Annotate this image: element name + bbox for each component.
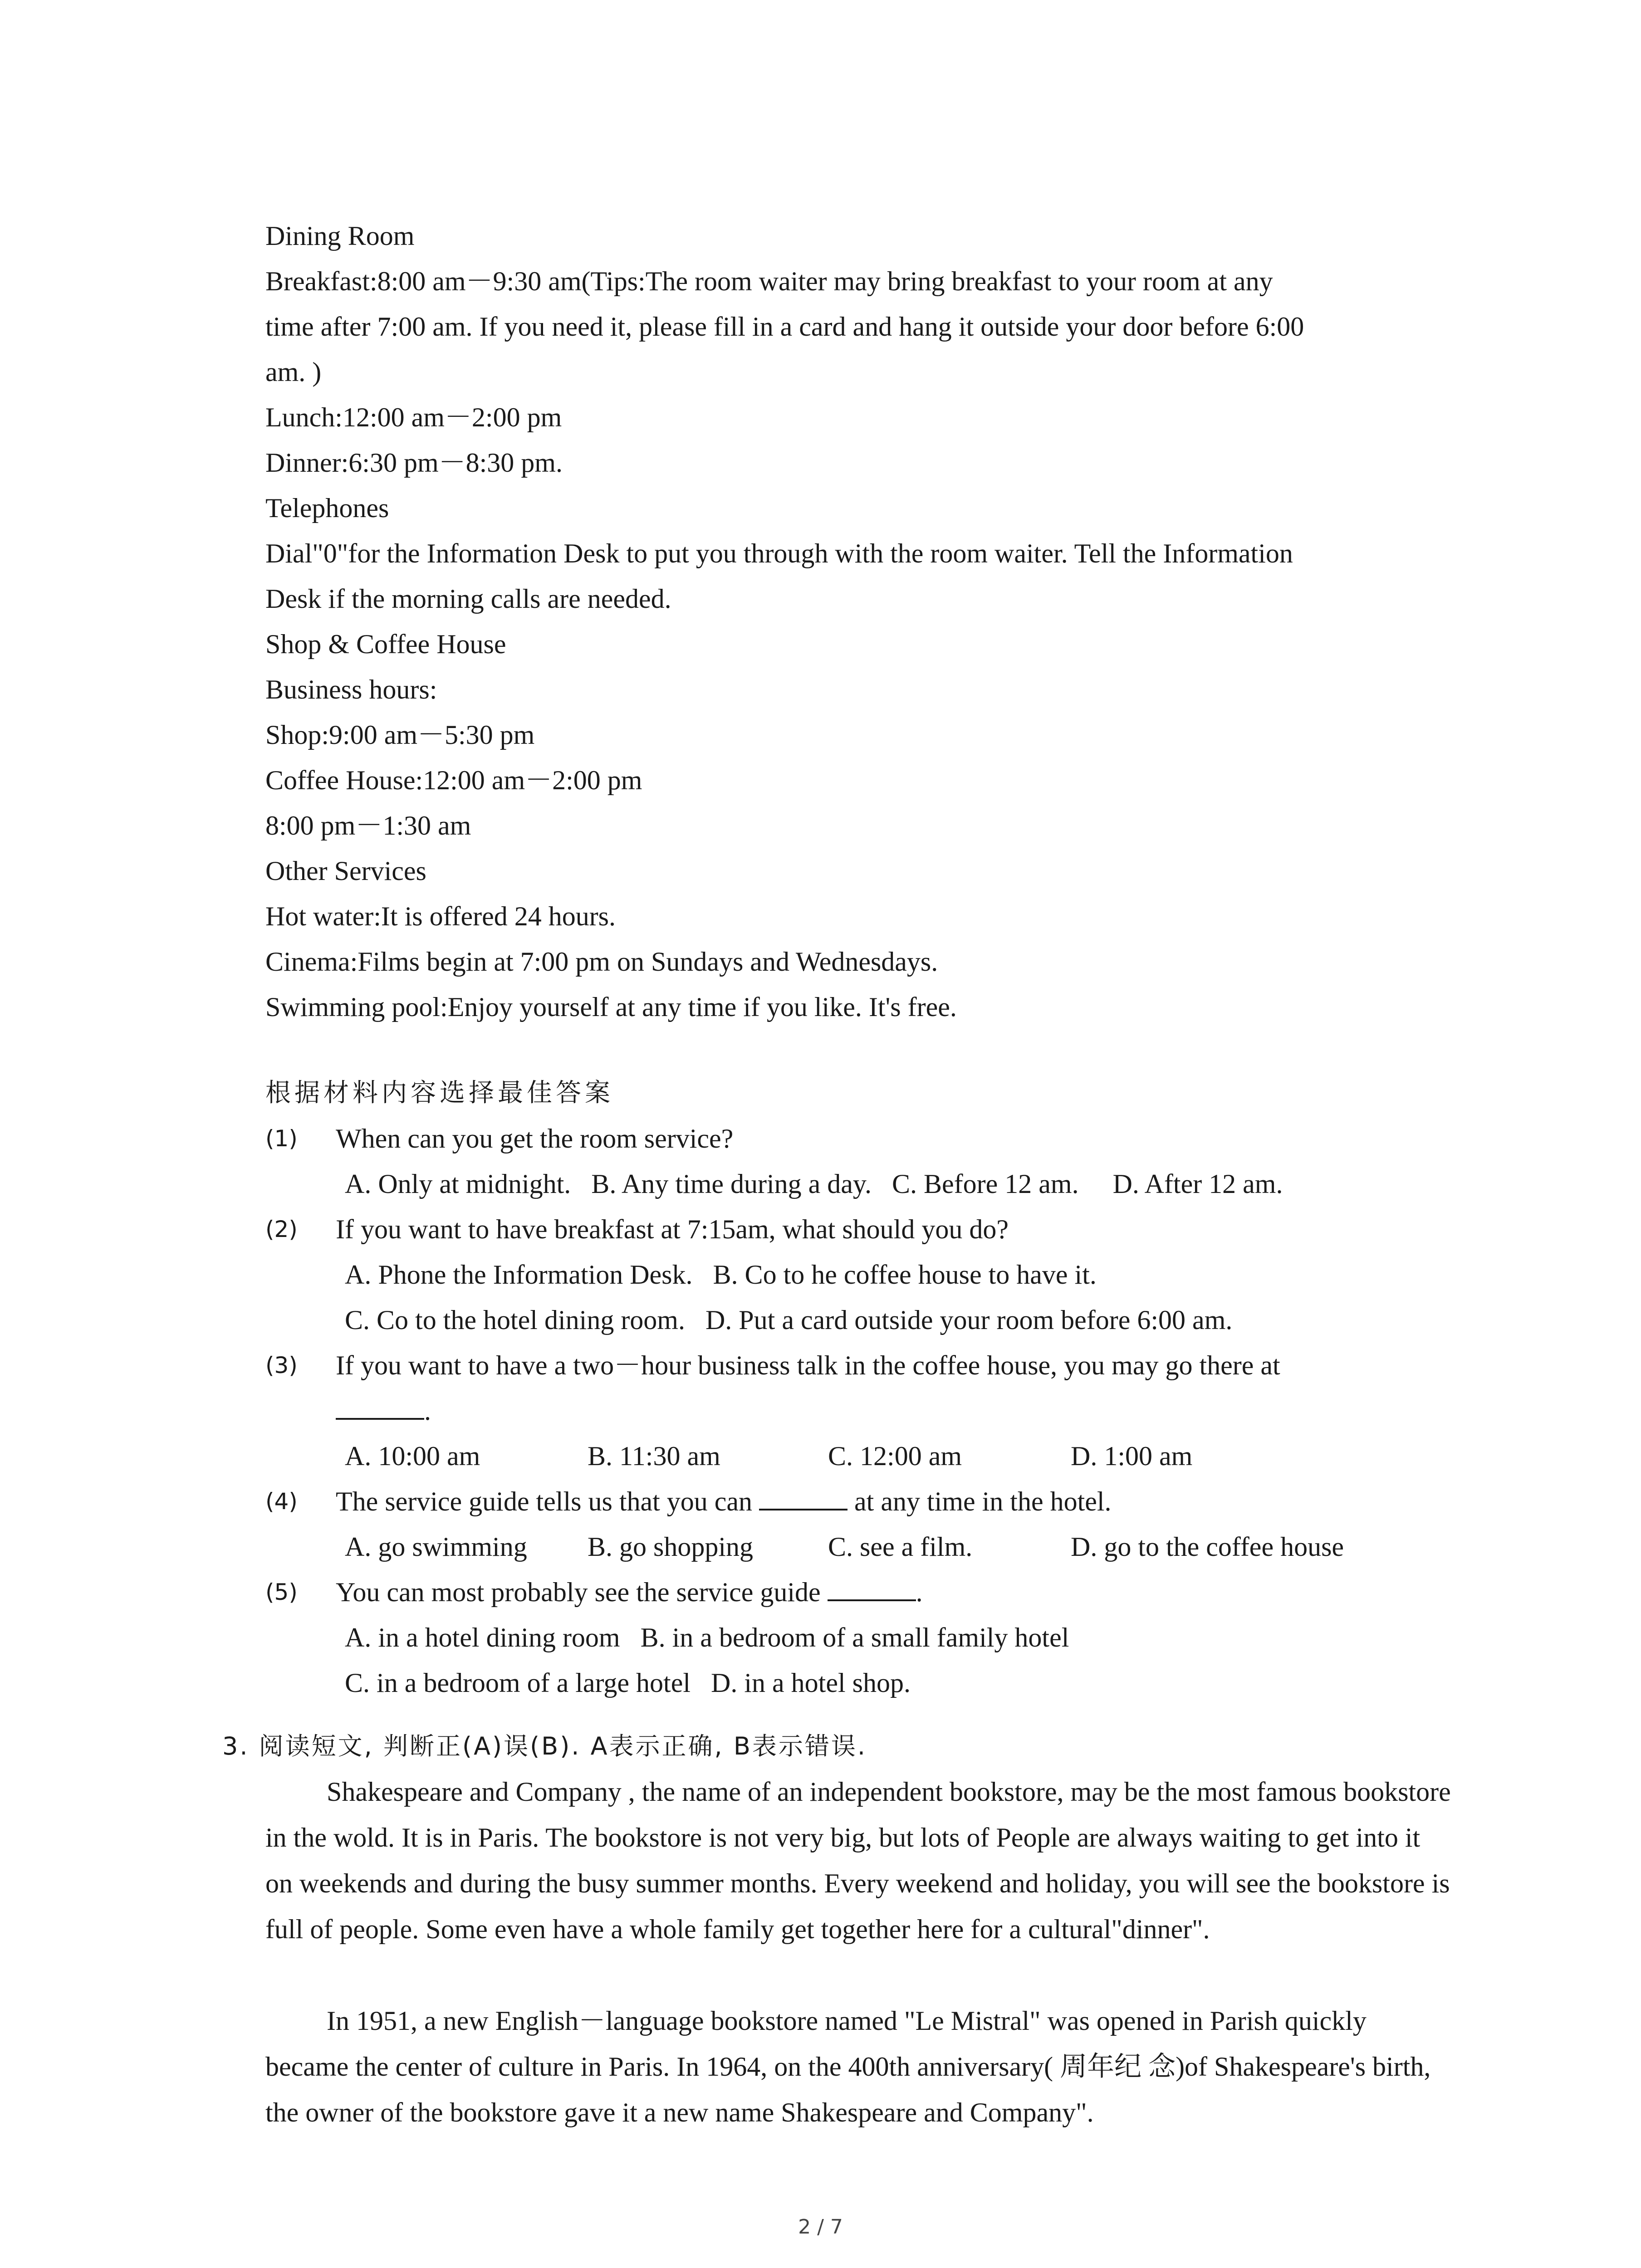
question-3-number: (3) [265,1352,298,1378]
other-services-heading: Other Services [265,856,426,886]
question-5-text [336,1569,923,1615]
question-5-number: (5) [265,1579,298,1605]
telephones-line-2: Desk if the morning calls are needed. [265,584,671,614]
telephones-line-1: Dial"0"for the Information Desk to put you through with the room waiter. Tell the Information [265,538,1293,568]
answer-blank [336,1393,424,1420]
shop-coffee-heading: Shop & Coffee House [265,629,506,659]
question-instruction: 根据材料内容选择最佳答案 [265,1078,614,1108]
question-4-text-before: The service guide tells us that you can [336,1486,759,1516]
paragraph-2-text: In 1951, a new English－language bookstore named "Le Mistral" was opened in Parish quickly became the center of culture in Paris. In 1964, on the 400th anniversary( 周年纪 念)of Shakespeare's birth, the owner of the bookstore gave it a new name Shakespeare and Company". [265,2006,1431,2127]
question-5-text-before: You can most probably see the service guide [336,1577,828,1607]
question-4-option-c: C. see a film. [828,1532,973,1562]
question-1-options: A. Only at midnight. B. Any time during a day. C. Before 12 am. D. After 12 am. [345,1169,1283,1199]
coffee-house-hours-1: Coffee House:12:00 am－2:00 pm [265,765,642,795]
coffee-house-hours-2: 8:00 pm－1:30 am [265,811,471,841]
question-3-option-b: B. 11:30 am [588,1441,720,1471]
answer-blank [828,1574,916,1601]
question-4-option-b: B. go shopping [588,1532,754,1562]
lunch-hours: Lunch:12:00 am－2:00 pm [265,402,562,432]
dining-room-heading: Dining Room [265,221,415,251]
cinema-line: Cinema:Films begin at 7:00 pm on Sundays and Wednesdays. [265,947,938,977]
question-4-text-after: at any time in the hotel. [847,1486,1112,1516]
question-2-text: If you want to have breakfast at 7:15am, what should you do? [336,1214,1009,1244]
question-5-options-1: A. in a hotel dining room B. in a bedroom of a small family hotel [345,1623,1069,1652]
question-1-text: When can you get the room service? [336,1124,734,1154]
answer-blank [759,1483,847,1510]
question-4-option-d: D. go to the coffee house [1071,1532,1344,1562]
hot-water-line: Hot water:It is offered 24 hours. [265,901,616,931]
dinner-hours: Dinner:6:30 pm－8:30 pm. [265,448,563,478]
business-hours-label: Business hours: [265,675,437,704]
breakfast-line-3: am. ) [265,357,322,387]
question-4-option-a: A. go swimming [345,1532,527,1562]
question-2-options-1: A. Phone the Information Desk. B. Co to he coffee house to have it. [345,1260,1097,1290]
shop-hours: Shop:9:00 am－5:30 pm [265,720,535,750]
question-3-blank-line [336,1388,431,1433]
swimming-pool-line: Swimming pool:Enjoy yourself at any time if you like. It's free. [265,992,957,1022]
question-1-number: (1) [265,1125,298,1152]
question-3-blank-tail: . [424,1396,431,1426]
question-3-option-c: C. 12:00 am [828,1441,962,1471]
question-3-text: If you want to have a two－hour business talk in the coffee house, you may go there at [336,1350,1280,1380]
question-4-text [336,1479,1112,1524]
section-3-heading: 3. 阅读短文, 判断正(A)误(B). A表示正确, B表示错误. [222,1732,867,1760]
question-5-options-2: C. in a bedroom of a large hotel D. in a hotel shop. [345,1668,911,1698]
breakfast-line-1: Breakfast:8:00 am－9:30 am(Tips:The room waiter may bring breakfast to your room at any [265,266,1273,296]
telephones-heading: Telephones [265,493,389,523]
paragraph-1-text: Shakespeare and Company , the name of an independent bookstore, may be the most famous bookstore in the wold. It is in Paris. The bookstore is not very big, but lots of People are always waiting to get into it on weekends and during the busy summer months. Every weekend and holiday, you will see the bookstore is full of people. Some even have a whole family get together here for a cultural"dinner". [265,1777,1451,1944]
question-2-number: (2) [265,1216,298,1242]
question-2-options-2: C. Co to the hotel dining room. D. Put a card outside your room before 6:00 am. [345,1305,1233,1335]
section-3-paragraph-1 [265,1769,1454,1952]
breakfast-line-2: time after 7:00 am. If you need it, please fill in a card and hang it outside your door before 6:00 [265,312,1304,342]
question-5-text-after: . [916,1577,923,1607]
question-4-number: (4) [265,1488,298,1515]
question-3-option-d: D. 1:00 am [1071,1441,1193,1471]
section-3-paragraph-2 [265,1998,1454,2136]
page-number: 2 / 7 [798,2215,843,2239]
question-3-option-a: A. 10:00 am [345,1441,480,1471]
